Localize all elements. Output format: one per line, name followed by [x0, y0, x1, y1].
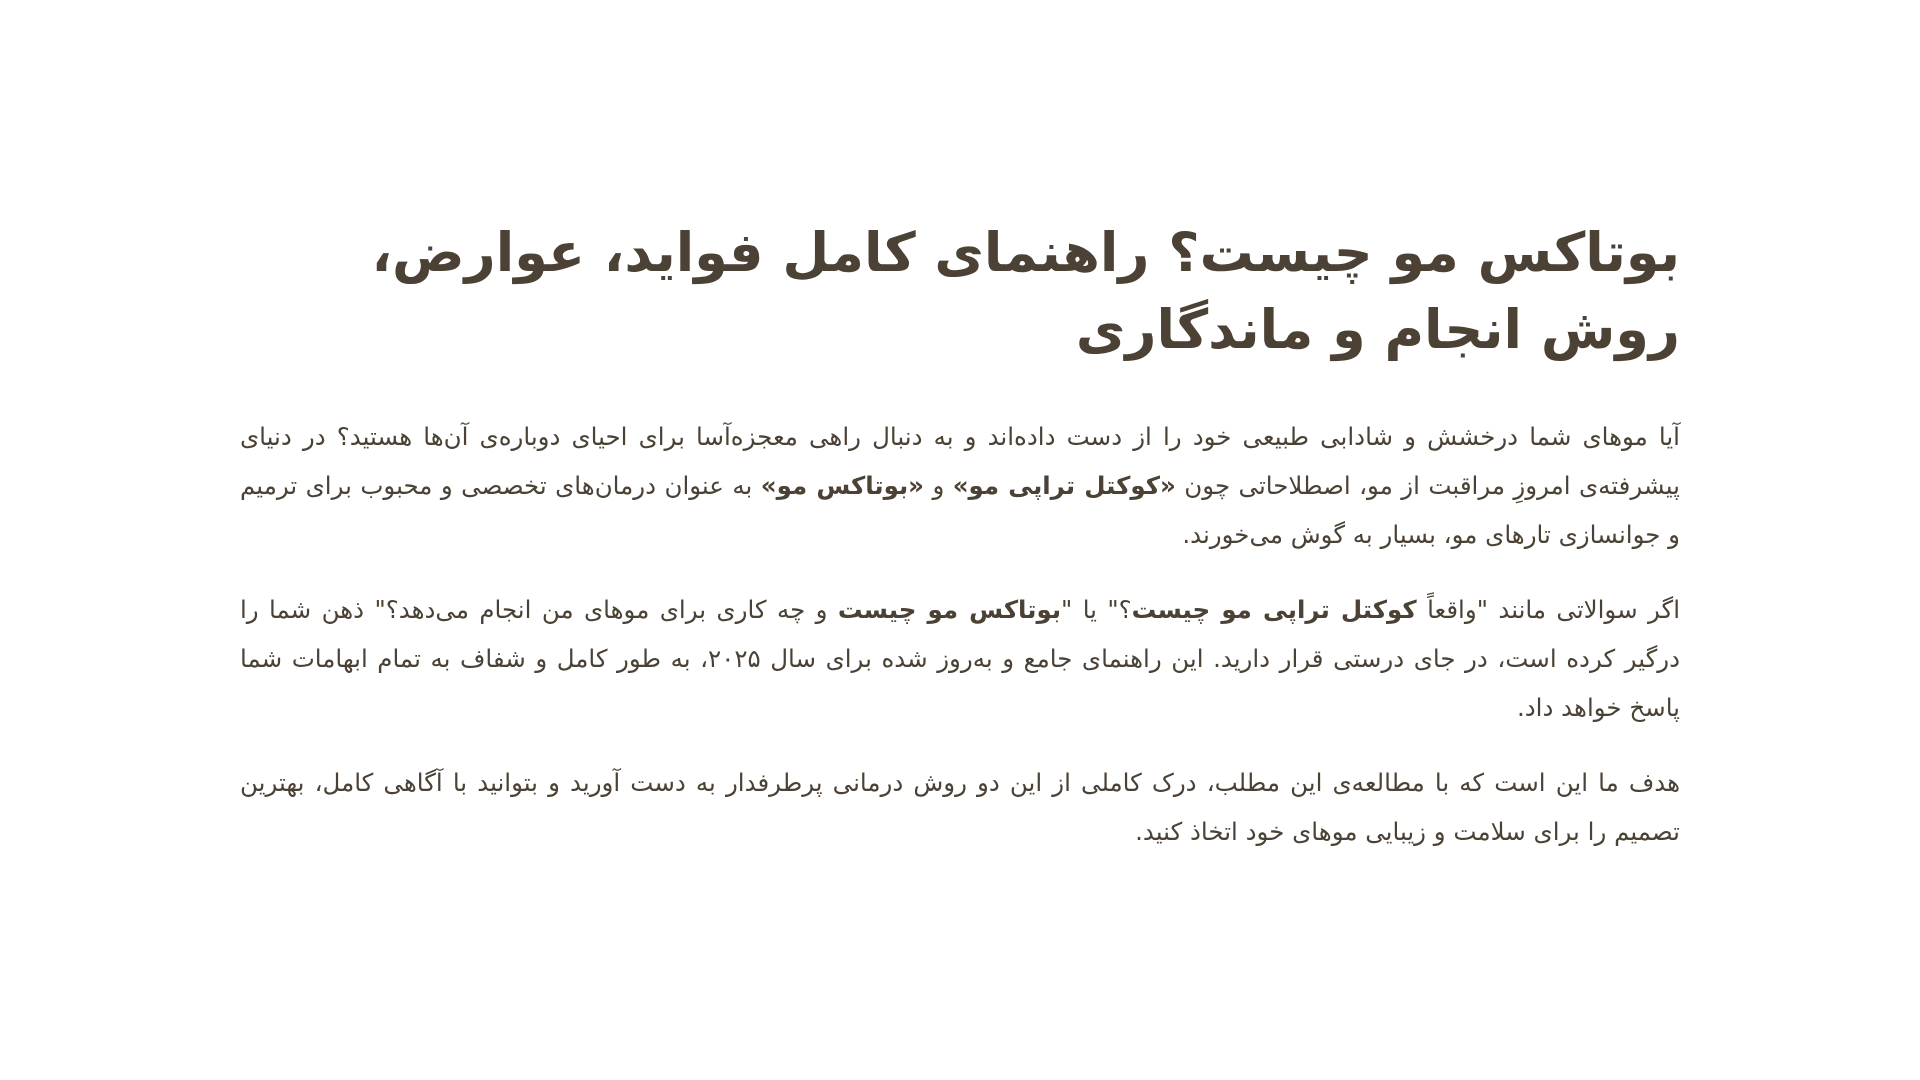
paragraph [240, 585, 1680, 732]
emphasis-term: کوکتل تراپی مو چیست [1131, 595, 1417, 625]
paragraph-text: و [924, 471, 953, 501]
paragraph-text: ؟" یا " [1061, 595, 1132, 625]
paragraph-text: آیا موهای شما درخشش و شادابی طبیعی خود را از دست داده‌اند و به دنبال راهی معجزه‌آسا برای احیای دوباره‌ی آن‌ها هستید؟ در دنیای پیشرفته‌ی امروزِ مراقبت از مو، اصطلاحاتی چون [240, 422, 1680, 501]
paragraph-text: هدف ما این است که با مطالعه‌ی این مطلب، درک کاملی از این دو روش درمانی پرطرفدار به دست آورید و بتوانید با آگاهی کامل، بهترین تصمیم را برای سلامت و زیبایی موهای خود اتخاذ کنید. [240, 768, 1680, 847]
paragraph-text: اگر سوالاتی مانند "واقعاً [1416, 595, 1680, 625]
emphasis-term: «بوتاکس مو» [760, 471, 924, 501]
article-body [240, 412, 1680, 856]
paragraph-text: و چه کاری برای موهای من انجام می‌دهد؟" ذهن شما را درگیر کرده است، در جای درستی قرار دارید. این راهنمای جامع و به‌روز شده برای سال ۲۰۲۵، به طور کامل و شفاف به تمام ابهامات شما پاسخ خواهد داد. [240, 595, 1680, 723]
emphasis-term: «کوکتل تراپی مو» [952, 471, 1176, 501]
paragraph [240, 412, 1680, 559]
page-title: بوتاکس مو چیست؟ راهنمای کامل فواید، عوارض، روش انجام و ماندگاری [371, 221, 1680, 361]
emphasis-term: بوتاکس مو چیست [837, 595, 1062, 625]
paragraph [240, 758, 1680, 856]
paragraph-text: به عنوان درمان‌های تخصصی و محبوب برای ترمیم و جوانسازی تارهای مو، بسیار به گوش می‌خورند. [240, 471, 1680, 550]
